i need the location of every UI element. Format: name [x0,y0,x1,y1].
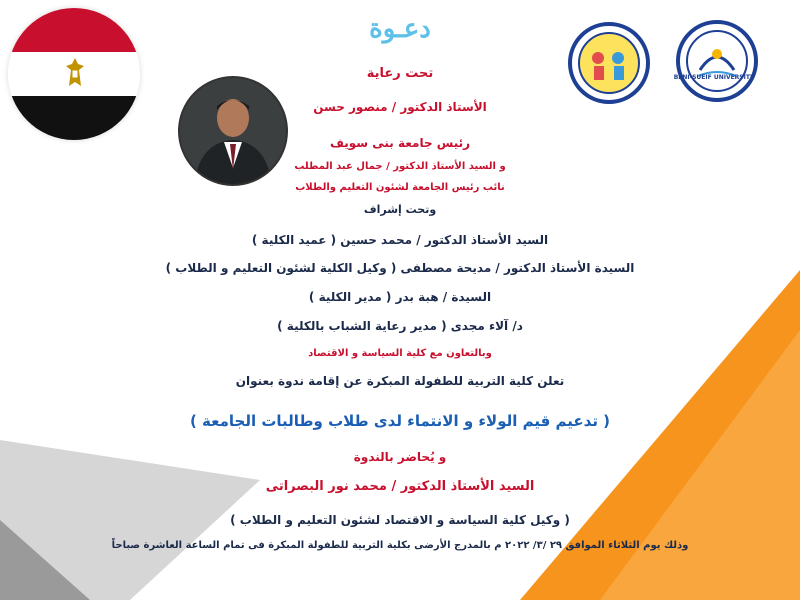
university-logo-text: BENI-SUEIF UNIVERSITY [673,74,755,81]
supervisor-dean: السيد الأستاذ الدكتور / محمد حسين ( عميد الكلية ) [251,233,549,247]
supervision-heading: وتحت إشراف [363,203,437,216]
announcement-text: تعلن كلية التربية للطفولة المبكرة عن إقامة ندوة بعنوان [235,374,565,388]
invitation-title: دعـوة [369,14,431,44]
supervisor-director: السيدة / هبة بدر ( مدير الكلية ) [308,290,492,304]
faculty-logo [568,22,650,104]
vice-president-name: و السيد الأستاذ الدكتور / جمال عبد المطلب [294,161,506,172]
president-name: الأستاذ الدكتور / منصور حسن [313,100,487,114]
lecturer-heading: و يُحاضر بالندوة [353,450,447,464]
supervisor-youth: د/ آلاء مجدى ( مدير رعاية الشباب بالكلية ) [277,319,523,333]
university-logo-icon [680,24,754,98]
president-title: رئيس جامعة بنى سويف [329,136,471,150]
faculty-logo-icon [572,26,646,100]
light-orange-stripe [600,330,800,600]
seminar-title: ( تدعيم قيم الولاء و الانتماء لدى طلاب وطالبات الجامعة ) [189,412,611,430]
sponsor-heading: تحت رعاية [366,66,434,81]
vice-president-title: نائب رئيس الجامعة لشئون التعليم والطلاب [295,182,505,193]
lecturer-name: السيد الأستاذ الدكتور / محمد نور البصراتى [265,479,535,494]
event-details: وذلك يوم الثلاثاء الموافق ٢٩ /٣/ ٢٠٢٢ م بالمدرج الأرضى بكلية التربية للطفولة المبكرة فى تمام الساعة العاشرة صباحاً [111,540,689,551]
supervisor-vice-dean: السيدة الأستاذ الدكتور / مديحة مصطفى ( وكيل الكلية لشئون التعليم و الطلاب ) [165,261,635,275]
cooperation-text: وبالتعاون مع كلية السياسة و الاقتصاد [308,348,492,359]
university-logo [676,20,758,102]
lecturer-title: ( وكيل كلية السياسة و الاقتصاد لشئون التعليم و الطلاب ) [230,513,570,527]
